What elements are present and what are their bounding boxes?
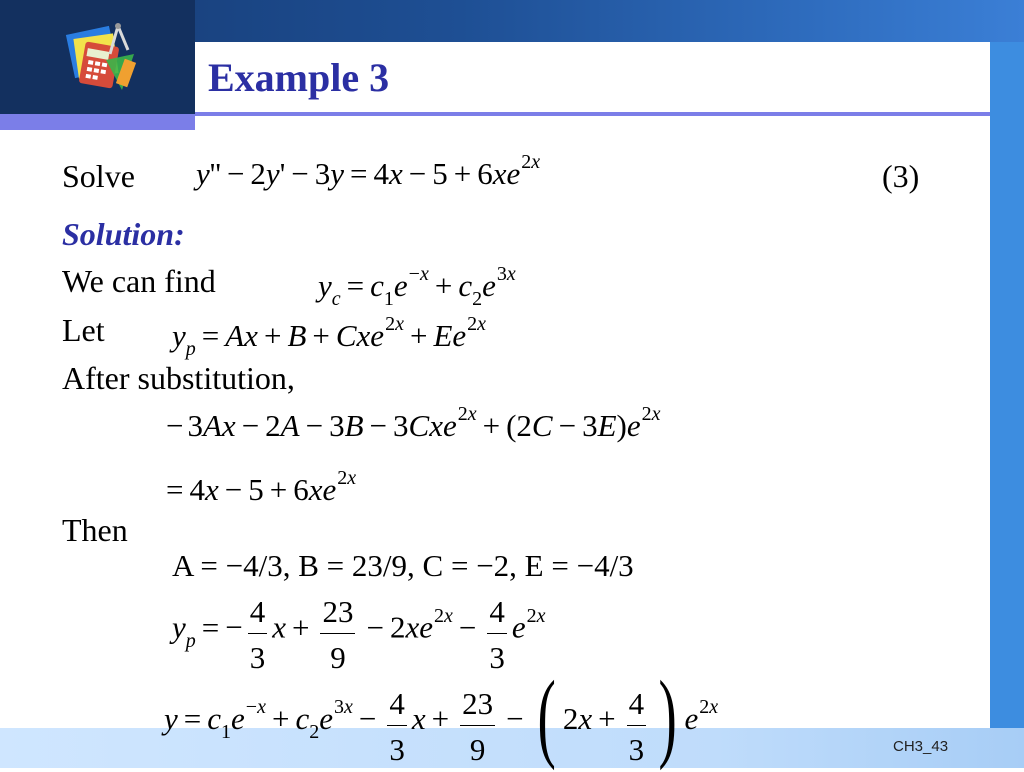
- substituted-rhs: = $4x - 5 + 6xe^{2x}$: [166, 467, 357, 507]
- let-label: Let: [62, 312, 105, 348]
- equation-number: (3): [882, 158, 920, 194]
- solve-label: Solve: [62, 158, 135, 194]
- complementary-solution: $y_c = c_1e^{-x} + c_2e^{3x}$: [318, 263, 516, 310]
- solution-heading: Solution:: [62, 216, 185, 252]
- accent-strip: [0, 114, 195, 130]
- slide-footer: CH3_43: [893, 738, 949, 755]
- general-solution: $y = c_1e^{-x} + c_2e^{3x}$ − $\frac{4}{3}$ x + $\frac{23}{9}$ − ( 2x + $\frac{4}{3}$ ) $e^{2x}$: [164, 660, 719, 771]
- then-label: Then: [62, 512, 128, 548]
- slide-title: Example 3: [208, 55, 390, 100]
- coefficient-values: A = −4/3, B = 23/9, C = −2, E = −4/3: [172, 548, 634, 583]
- title-underline: [195, 112, 1024, 116]
- particular-trial-solution: $y_p = Ax + B + Cxe^{2x} + Ee^{2x}$: [172, 313, 487, 360]
- after-substitution-label: After substitution,: [62, 360, 295, 396]
- differential-equation: $y'' - 2y' - 3y = 4x - 5 + 6xe^{2x}$: [196, 151, 541, 191]
- math-tools-clipart-icon: [62, 20, 142, 102]
- right-sidebar-bar: [990, 42, 1024, 768]
- we-can-find-label: We can find: [62, 263, 216, 299]
- substituted-lhs: − $3Ax - 2A - 3B - 3Cxe^{2x} + (2C - 3E)e^{2x}$: [166, 403, 661, 443]
- particular-solution: $y_p$ = − $\frac{4}{3}$ x + $\frac{23}{9}$ − $2xe^{2x}$ − $\frac{4}{3}$ $e^{2x}$: [172, 594, 546, 675]
